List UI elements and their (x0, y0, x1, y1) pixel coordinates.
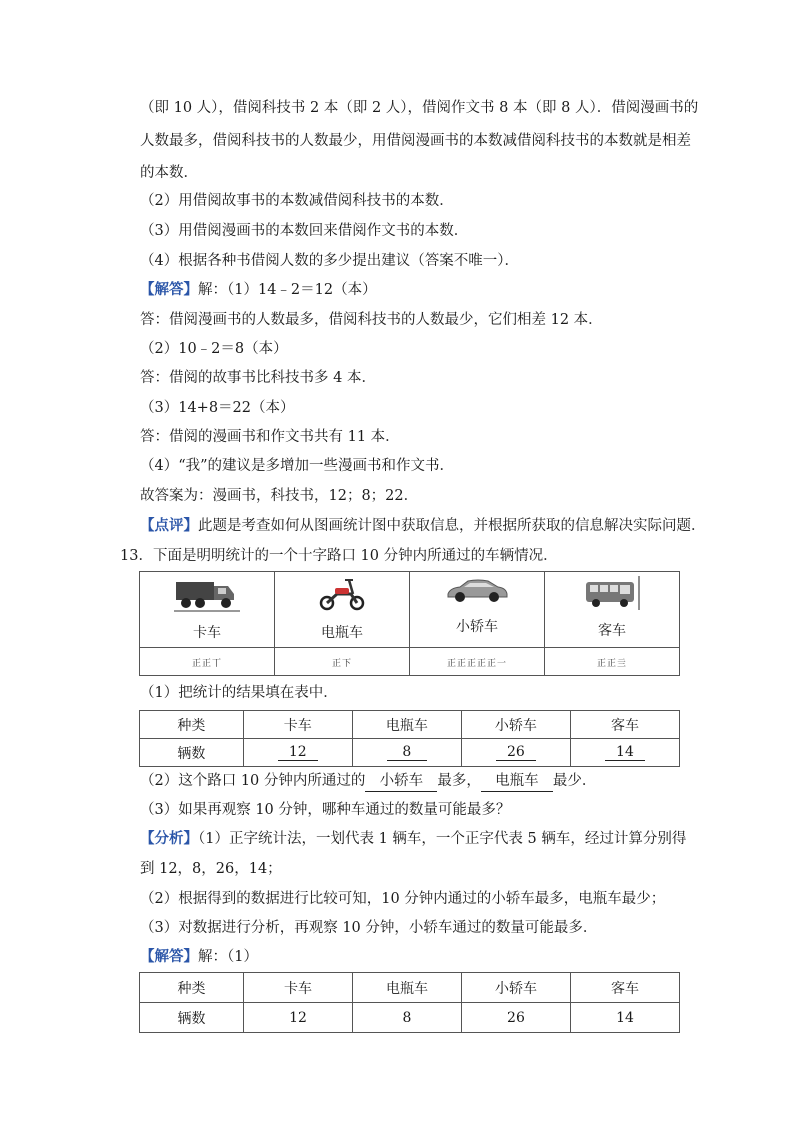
comment-tag: 【点评】 (140, 517, 198, 534)
analysis-line: 【分析】（1）正字统计法，一划代表 1 辆车，一个正字代表 5 辆车，经过计算分别得 (140, 830, 687, 847)
sub-question: （3）如果再观察 10 分钟，哪种车通过的数量可能最多？ (140, 802, 511, 818)
tally-marks: 正正亖 (596, 658, 627, 669)
vehicle-label: 客车 (598, 623, 626, 639)
text-line: （3）用借阅漫画书的本数回来借阅作文书的本数． (140, 223, 469, 239)
answer-line: （3）14+8＝22（本） (140, 400, 295, 416)
answer-table (139, 972, 680, 1033)
analysis-line: （3）对数据进行分析，再观察 10 分钟，小轿车通过的数量可能最多． (140, 920, 598, 936)
header-cell: 客车 (570, 711, 679, 739)
header-cell: 种类 (140, 711, 244, 739)
question-number: 13． (120, 548, 153, 564)
text-line: （4）根据各种书借阅人数的多少提出建议（答案不唯一）． (140, 253, 519, 269)
text-line: 的本数． (140, 165, 198, 181)
header-cell: 客车 (570, 973, 679, 1003)
vehicle-label: 小轿车 (456, 619, 498, 635)
value-cell: 12 (244, 1003, 353, 1033)
truck-icon (172, 578, 242, 612)
header-cell: 种类 (140, 973, 244, 1003)
value-cell: 8 (353, 1003, 462, 1033)
row-label: 辆数 (140, 739, 244, 767)
tally-marks: 正下 (331, 658, 352, 669)
analysis-line: 到 12，8，26，14； (140, 861, 282, 877)
tally-cell (275, 648, 410, 676)
header-cell: 小轿车 (461, 973, 570, 1003)
sub-question: （1）把统计的结果填在表中． (140, 685, 338, 701)
question-stem: 13．下面是明明统计的一个十字路口 10 分钟内所通过的车辆情况． (120, 548, 558, 564)
text-line: （2）用借阅故事书的本数减借阅科技书的本数． (140, 193, 454, 209)
tally-marks: 正正丅 (191, 658, 222, 669)
value-cell: 26 (461, 1003, 570, 1033)
text-line: 人数最多，借阅科技书的人数最少，用借阅漫画书的本数减借阅科技书的本数就是相差 (140, 133, 691, 149)
truck-cell (140, 572, 275, 648)
analysis-line: （2）根据得到的数据进行比较可知，10 分钟内通过的小轿车最多，电瓶车最少； (140, 891, 666, 907)
header-cell: 小轿车 (461, 711, 570, 739)
comment-line: 【点评】此题是考查如何从图画统计图中获取信息，并根据所获取的信息解决实际问题． (140, 517, 706, 534)
answer-line: 【解答】解：（1）14﹣2＝12（本） (140, 281, 377, 298)
answer-line: （2）10﹣2＝8（本） (140, 341, 288, 357)
answer-line: （4）“我”的建议是多增加一些漫画书和作文书． (140, 458, 455, 474)
fill-table (139, 710, 680, 767)
value-cell: 14 (570, 739, 679, 767)
vehicle-label: 卡车 (193, 625, 221, 641)
value-cell: 26 (461, 739, 570, 767)
car-cell (410, 572, 545, 648)
vehicle-label: 电瓶车 (321, 625, 363, 641)
answer-line: 【解答】解：（1） (140, 948, 258, 965)
vehicle-tally-table (139, 571, 680, 676)
answer-tag: 【解答】 (140, 281, 198, 298)
header-cell: 电瓶车 (352, 711, 461, 739)
sub-question: （2）这个路口 10 分钟内所通过的 小轿车 最多， 电瓶车 最少． (140, 771, 596, 792)
row-label: 辆数 (140, 1003, 244, 1033)
tally-cell (410, 648, 545, 676)
car-icon (444, 578, 510, 604)
header-cell: 卡车 (244, 973, 353, 1003)
value-cell: 12 (243, 739, 352, 767)
value-cell: 14 (570, 1003, 679, 1033)
bus-cell (545, 572, 680, 648)
header-cell: 电瓶车 (353, 973, 462, 1003)
answer-tag: 【解答】 (140, 948, 198, 965)
header-cell: 卡车 (243, 711, 352, 739)
answer-blank: 小轿车 (365, 771, 437, 792)
text-line: （即 10 人），借阅科技书 2 本（即 2 人），借阅作文书 8 本（即 8 人）．借阅漫画书的 (140, 100, 699, 116)
tally-cell (545, 648, 680, 676)
bus-icon (582, 576, 642, 610)
tally-cell (140, 648, 275, 676)
value-cell: 8 (352, 739, 461, 767)
answer-line: 故答案为：漫画书，科技书，12；8；22． (140, 488, 419, 504)
tally-marks: 正正正正正一 (446, 658, 507, 669)
analysis-tag: 【分析】 (140, 830, 198, 847)
answer-line: 答：借阅的漫画书和作文书共有 11 本． (140, 429, 400, 445)
answer-line: 答：借阅漫画书的人数最多，借阅科技书的人数最少，它们相差 12 本． (140, 312, 603, 328)
ebike-cell (275, 572, 410, 648)
ebike-icon (317, 576, 367, 612)
answer-line: 答：借阅的故事书比科技书多 4 本． (140, 370, 376, 386)
answer-blank: 电瓶车 (481, 771, 553, 792)
